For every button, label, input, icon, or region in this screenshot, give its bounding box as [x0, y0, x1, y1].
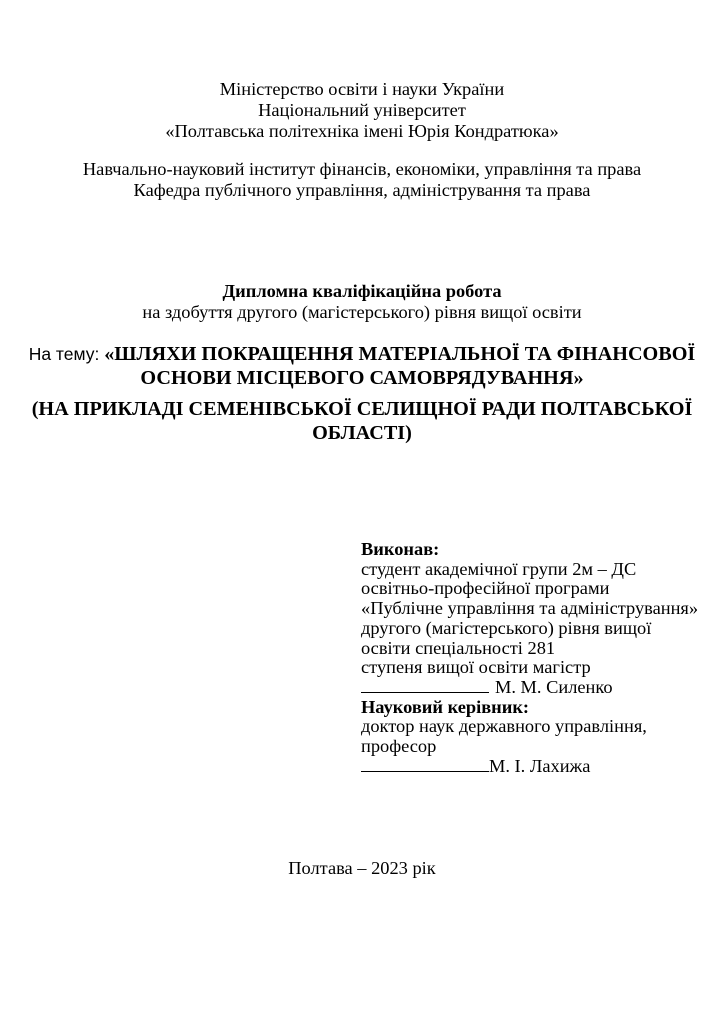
author-detail: «Публічне управління та адміністрування»: [361, 598, 699, 619]
ministry-name: Міністерство освіти і науки України: [219, 79, 505, 99]
supervisor-name: М. І. Лахижа: [489, 755, 591, 776]
author-detail: другого (магістерського) рівня вищої: [361, 617, 652, 638]
author-signature-row: [361, 678, 701, 698]
topic-prefix: На тему:: [28, 344, 105, 364]
institute-header: [0, 159, 724, 201]
author-info: [361, 540, 701, 776]
example-line1: (НА ПРИКЛАДІ СЕМЕНІВСЬКОЇ СЕЛИЩНОЇ РАДИ ПОЛТАВСЬКОЇ: [31, 398, 693, 420]
author-name: М. М. Силенко: [495, 676, 613, 697]
supervisor-signature-row: [361, 757, 701, 777]
author-detail: освіти спеціальності 281: [361, 637, 556, 658]
supervisor-detail: доктор наук державного управління,: [361, 716, 647, 737]
topic-line-1: [0, 342, 724, 366]
thesis-topic: [0, 342, 724, 390]
university-name-line2: «Полтавська політехніка імені Юрія Кондратюка»: [165, 121, 559, 141]
example-line2: ОБЛАСТІ): [312, 422, 412, 444]
topic-title-line2: ОСНОВИ МІСЦЕВОГО САМОВРЯДУВАННЯ»: [140, 367, 584, 389]
footer: [0, 858, 724, 879]
supervisor-signature-line: [361, 757, 489, 772]
author-detail: ступеня вищої освіти магістр: [361, 657, 591, 678]
author-signature-line: [361, 678, 489, 693]
department-name: Кафедра публічного управління, адміністрування та права: [133, 180, 591, 200]
degree-description: на здобуття другого (магістерського) рівня вищої освіти: [142, 302, 582, 322]
work-type-title: Дипломна кваліфікаційна робота: [222, 281, 502, 301]
supervisor-label: Науковий керівник:: [361, 696, 530, 717]
university-header: [0, 79, 724, 142]
university-name-line1: Національний університет: [258, 100, 466, 120]
author-detail: освітньо-професійної програми: [361, 578, 610, 599]
supervisor-detail: професор: [361, 736, 437, 757]
author-label: Виконав:: [361, 539, 440, 559]
city-year: Полтава – 2023 рік: [288, 858, 436, 878]
author-detail: студент академічної групи 2м – ДС: [361, 558, 637, 579]
topic-title-line1: «ШЛЯХИ ПОКРАЩЕННЯ МАТЕРІАЛЬНОЇ ТА ФІНАНСОВОЇ: [104, 343, 696, 365]
thesis-example: [0, 397, 724, 445]
institute-name: Навчально-науковий інститут фінансів, економіки, управління та права: [82, 159, 642, 179]
work-type: [0, 281, 724, 323]
